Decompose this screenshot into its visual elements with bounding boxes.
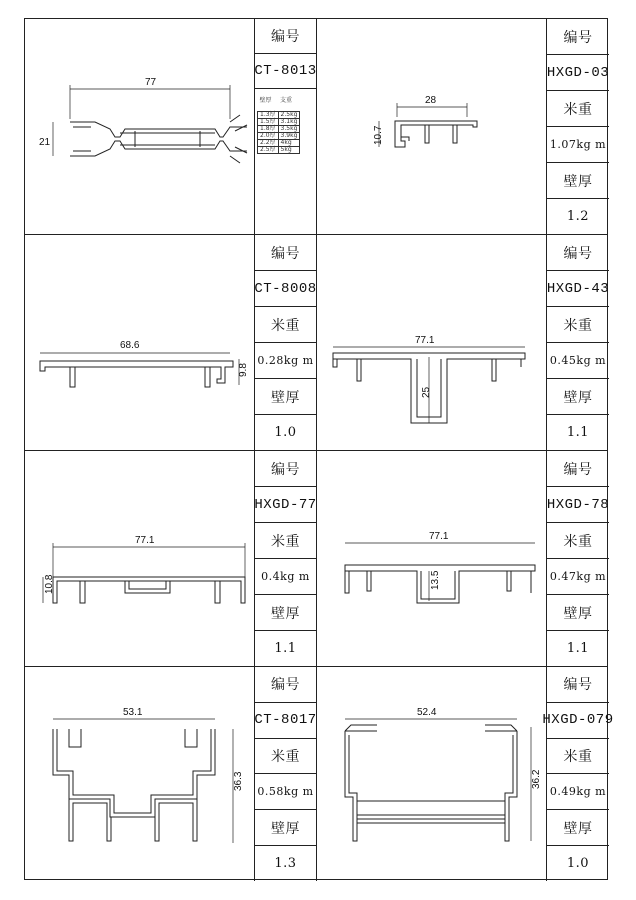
label-weight: 米重: [547, 307, 609, 343]
drawing-ct-8008: [25, 235, 255, 450]
thickness-hxgd-78: 1.1: [566, 641, 590, 656]
info-ct-8008: [255, 235, 317, 450]
spec-header-weight: 支重: [280, 97, 293, 104]
weight-ct-8017: 0.58kg m: [255, 774, 316, 810]
spec-cell: 1.5厚: [258, 119, 279, 126]
dim-hxgd-03-height: 10.7: [373, 125, 384, 145]
profile-hxgd-079: [345, 725, 517, 841]
catalog-row-2: [25, 235, 610, 451]
thickness-hxgd-03: 1.2: [566, 209, 590, 224]
dim-ct-8017-width: 53.1: [123, 707, 143, 718]
code-hxgd-77: HXGD-77: [255, 487, 316, 523]
catalog-row-4: [25, 667, 614, 881]
profile-drawing-hxgd-78: [317, 451, 547, 667]
info-hxgd-079: [542, 667, 614, 881]
dim-ct-8013-width: 77: [145, 77, 157, 88]
label-thickness: 壁厚: [255, 379, 316, 415]
label-code: 编号: [547, 19, 609, 55]
profile-drawing-hxgd-43: [317, 235, 547, 451]
label-thickness: 壁厚: [255, 595, 316, 631]
spec-header-thickness: 壁厚: [259, 97, 272, 104]
label-code: 编号: [255, 19, 316, 54]
dim-ct-8008-height: 9.8: [238, 363, 249, 377]
label-code: 编号: [255, 451, 316, 487]
dim-hxgd-43-width: 77.1: [415, 335, 435, 346]
profile-ct-8017: [53, 729, 215, 841]
profile-drawing-hxgd-079: [317, 667, 547, 881]
dim-ct-8008-width: 68.6: [120, 340, 140, 351]
weight-hxgd-43: 0.45kg m: [547, 343, 609, 379]
spec-cell: 3.9kg: [278, 133, 300, 140]
drawing-hxgd-079: [317, 667, 547, 881]
thickness-hxgd-77: 1.1: [274, 641, 297, 656]
drawing-hxgd-78: [317, 451, 547, 666]
spec-cell: 2.2厚: [258, 140, 279, 147]
catalog-row-3: [25, 451, 610, 667]
profile-hxgd-03: [395, 121, 477, 147]
spec-cell: 2.5kg: [278, 112, 300, 119]
thickness-hxgd-079: 1.0: [566, 856, 590, 872]
code-hxgd-03: HXGD-03: [547, 55, 609, 91]
code-ct-8013: CT-8013: [255, 54, 316, 89]
thickness-ct-8017: 1.3: [274, 856, 297, 872]
weight-hxgd-03: 1.07kg m: [547, 127, 609, 163]
dim-hxgd-77-width: 77.1: [135, 535, 155, 546]
label-weight: 米重: [255, 307, 316, 343]
profile-drawing-ct-8008: [25, 235, 255, 451]
weight-hxgd-78: 0.47kg m: [547, 559, 609, 595]
profile-drawing-ct-8013: [25, 19, 255, 235]
profile-ct-8008: [40, 361, 233, 387]
spec-cell: 3.5kg: [278, 126, 300, 133]
code-ct-8017: CT-8017: [255, 703, 316, 739]
spec-cell: 3.1kg: [278, 119, 300, 126]
label-weight: 米重: [547, 91, 609, 127]
catalog-sheet: [24, 18, 614, 880]
spec-cell: 1.8厚: [258, 126, 279, 133]
thickness-hxgd-43: 1.1: [566, 425, 590, 440]
label-weight: 米重: [255, 739, 316, 775]
label-code: 编号: [547, 451, 609, 487]
label-thickness: 壁厚: [547, 163, 609, 199]
weight-ct-8008: 0.28kg m: [255, 343, 316, 379]
profile-drawing-hxgd-03: [317, 19, 547, 235]
info-ct-8017: [255, 667, 317, 881]
dim-ct-8017-height: 36.3: [233, 771, 244, 791]
spec-cell: 4kg: [278, 140, 300, 147]
code-hxgd-43: HXGD-43: [547, 271, 609, 307]
info-hxgd-78: [547, 451, 609, 666]
spec-table-ct-8013: [255, 89, 316, 234]
label-code: 编号: [547, 235, 609, 271]
drawing-hxgd-43: [317, 235, 547, 450]
profile-ct-8013: [70, 115, 247, 163]
profile-drawing-hxgd-77: [25, 451, 255, 667]
thickness-ct-8008: 1.0: [274, 425, 297, 440]
profile-hxgd-77: [53, 577, 245, 603]
dim-hxgd-079-height: 36.2: [531, 769, 542, 789]
code-hxgd-78: HXGD-78: [547, 487, 609, 523]
code-hxgd-079: HXGD-079: [547, 703, 609, 739]
dim-ct-8013-height: 21: [39, 137, 51, 148]
label-code: 编号: [547, 667, 609, 703]
dim-hxgd-78-height: 13.5: [430, 570, 441, 590]
drawing-hxgd-77: [25, 451, 255, 666]
weight-hxgd-77: 0.4kg m: [255, 559, 316, 595]
info-hxgd-03: [547, 19, 609, 234]
dim-hxgd-43-depth: 25: [421, 386, 432, 398]
drawing-ct-8013: [25, 19, 255, 234]
label-code: 编号: [255, 667, 316, 703]
dim-hxgd-079-width: 52.4: [417, 707, 437, 718]
dim-hxgd-03-width: 28: [425, 95, 437, 106]
catalog-row-1: [25, 19, 610, 235]
info-ct-8013: [255, 19, 317, 234]
label-code: 编号: [255, 235, 316, 271]
label-weight: 米重: [547, 523, 609, 559]
weight-hxgd-079: 0.49kg m: [547, 774, 609, 810]
label-weight: 米重: [255, 523, 316, 559]
label-thickness: 壁厚: [547, 810, 609, 846]
spec-cell: 5kg: [278, 147, 300, 154]
drawing-hxgd-03: [317, 19, 547, 234]
info-hxgd-77: [255, 451, 317, 666]
dim-hxgd-78-width: 77.1: [429, 531, 449, 542]
label-weight: 米重: [547, 739, 609, 775]
profile-drawing-ct-8017: [25, 667, 255, 881]
info-hxgd-43: [547, 235, 609, 450]
dim-hxgd-77-height: 10.8: [44, 574, 55, 594]
spec-cell: 1.3厚: [258, 112, 279, 119]
spec-cell: 2.0厚: [258, 133, 279, 140]
code-ct-8008: CT-8008: [255, 271, 316, 307]
spec-row: [258, 147, 300, 154]
label-thickness: 壁厚: [255, 810, 316, 846]
spec-cell: 2.5厚: [258, 147, 279, 154]
label-thickness: 壁厚: [547, 595, 609, 631]
label-thickness: 壁厚: [547, 379, 609, 415]
drawing-ct-8017: [25, 667, 255, 881]
